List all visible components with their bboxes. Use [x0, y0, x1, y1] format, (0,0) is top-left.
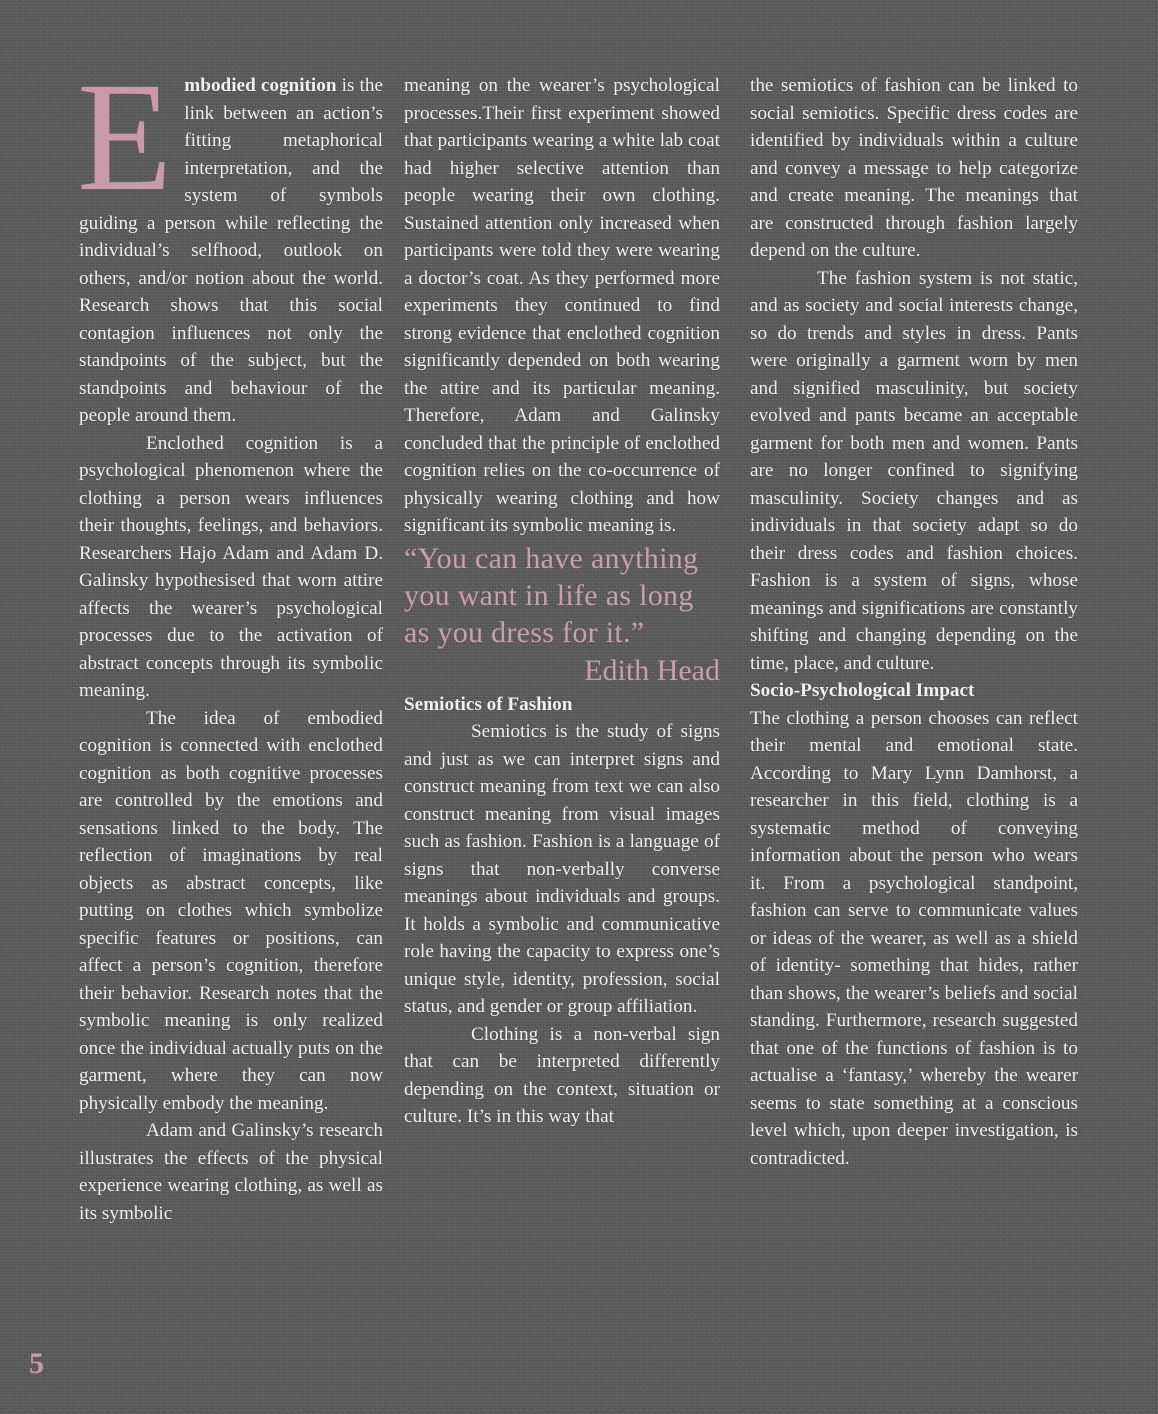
research-paragraph: Adam and Galinsky’s research illustrates the effects of the physical experience wearing clothing, as well as its symbolic [79, 1120, 383, 1224]
enclothed-cognition-paragraph: Enclothed cognition is a psychological phenomenon where the clothing a person wears influences their thoughts, feelings, and behaviors. Researchers Hajo Adam and Adam D. Galinsky hypothesised that worn attire affects the wearer’s psychological processes due to the activation of abstract concepts through its symbolic meaning. [79, 432, 383, 701]
social-semiotics-paragraph: the semiotics of fashion can be linked to social semiotics. Specific dress codes are identified by individuals within a culture and convey a message to help categorize and create meaning. The meanings that are constructed through fashion largely depend on the culture. [750, 75, 1078, 261]
socio-psychological-heading: Socio-Psychological Impact [750, 680, 975, 701]
page-number: 5 [29, 1347, 44, 1380]
drop-cap: E [77, 50, 173, 223]
intro-paragraph [77, 50, 383, 430]
column-2 [404, 72, 720, 1131]
nonverbal-sign-paragraph: Clothing is a non-verbal sign that can be interpreted differently depending on the context, situation or culture. It’s in this way that [404, 1023, 720, 1127]
column-3 [750, 72, 1078, 1172]
column-1 [77, 50, 383, 1227]
embodied-cognition-paragraph: The idea of embodied cognition is connected with enclothed cognition as both cognitive processes are controlled by the emotions and sensations linked to the body. The reflection of imaginations by real objects as abstract concepts, like putting on clothes which symbolize specific features or positions, can affect a person’s cognition, therefore their behavior. Research notes that the symbolic meaning is only realized once the individual actually puts on the garment, where they can now physically embody the meaning. [79, 707, 383, 1114]
lead-in-bold: mbodied cognition [184, 75, 337, 96]
fashion-system-paragraph: The fashion system is not static, and as society and social interests change, so do trends and styles in dress. Pants were originally a garment worn by men and signified masculinity, but society evolved and pants became an acceptable garment for both men and women. Pants are no longer confined to signifying masculinity. Society changes and as individuals in that society adapt so do their dress codes and fashion choices. Fashion is a system of signs, whose meanings and significations are constantly shifting and changing depending on the time, place, and culture. [750, 267, 1078, 674]
socio-psychological-paragraph: The clothing a person chooses can reflect their mental and emotional state. According to Mary Lynn Damhorst, a researcher in this field, clothing is a systematic method of conveying information about the person who wears it. From a psychological standpoint, fashion can serve to communicate values or ideas of the wearer, as well as a shield of identity- something that hides, rather than shows, the wearer’s beliefs and social standing. Furthermore, research suggested that one of the functions of fashion is to actualise a ‘fantasy,’ whereby the wearer seems to state something at a conscious level which, upon deeper investigation, is contradicted. [750, 707, 1078, 1169]
intro-text: is the link between an action’s fitting metaphorical interpretation, and the system of symbols guiding a person while reflecting the individual’s selfhood, outlook on others, and/or notion about the world. Research shows that this social contagion influences not only the standpoints of the subject, but the standpoints and behaviour of the people around them. [79, 75, 383, 426]
pull-quote: “You can have anything you want in life as long as you dress for it.” [404, 541, 699, 649]
semiotics-paragraph: Semiotics is the study of signs and just as we can interpret signs and construct meaning from text we can also construct meaning from visual images such as fashion. Fashion is a language of signs that non-verbally converse meanings about individuals and groups. It holds a symbolic and communicative role having the capacity to express one’s unique style, identity, profession, social status, and gender or group affiliation. [404, 721, 720, 1017]
semiotics-heading: Semiotics of Fashion [404, 693, 573, 715]
quote-author: Edith Head [584, 653, 720, 687]
experiment-paragraph: meaning on the wearer’s psychological processes.Their first experiment showed that participants wearing a white lab coat had higher selective attention than people wearing their own clothing. Sustained attention only increased when participants were told they were wearing a doctor’s coat. As they performed more experiments they continued to find strong evidence that enclothed cognition significantly depended on both wearing the attire and its particular meaning. Therefore, Adam and Galinsky concluded that the principle of enclothed cognition relies on the co-occurrence of physically wearing clothing and how significant its symbolic meaning is. [404, 75, 720, 536]
